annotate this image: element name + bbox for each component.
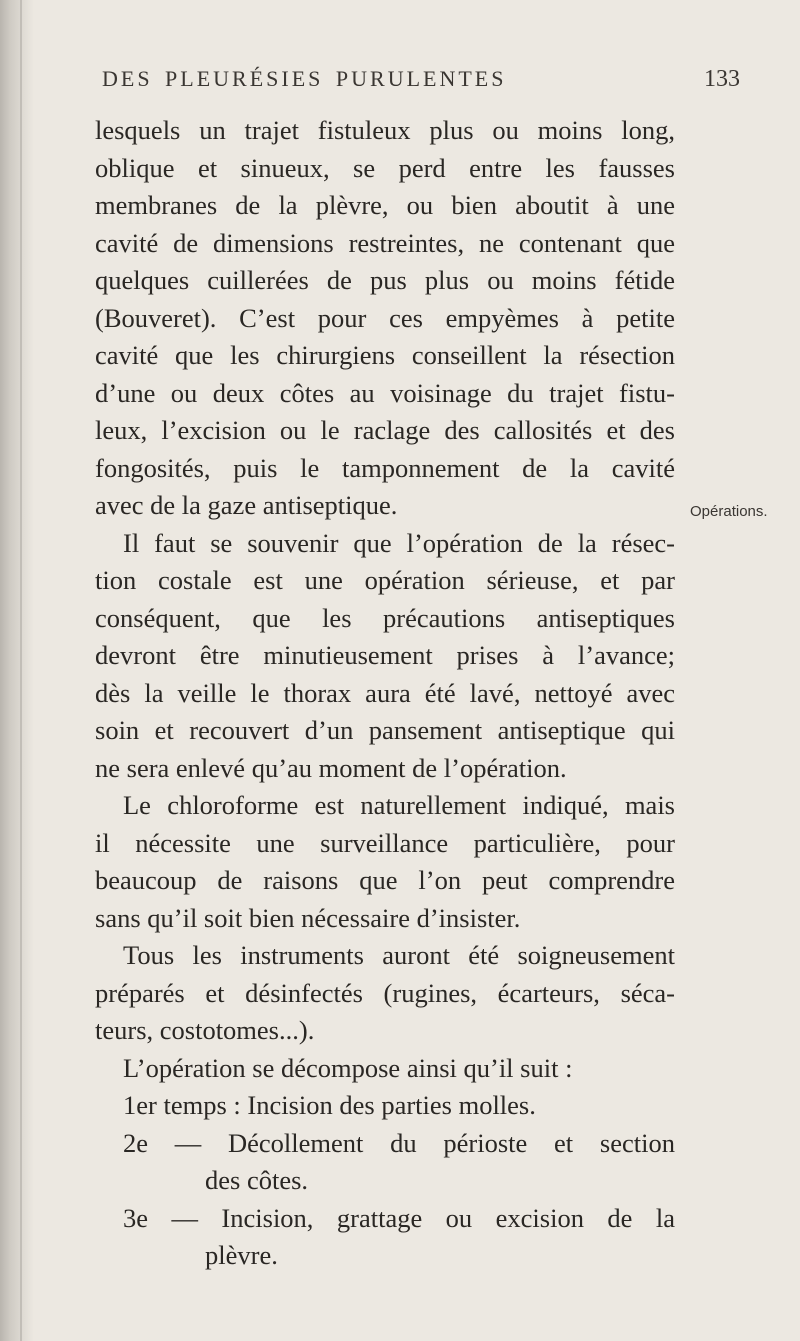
text-line: sans qu’il soit bien nécessaire d’insister. xyxy=(95,902,521,933)
page-gutter-shadow xyxy=(0,0,34,1341)
text-line: avec de la gaze antiseptique. xyxy=(95,490,398,520)
text-line: beaucoup de raisons que l’on peut comprendre xyxy=(95,865,675,895)
text-line: 1er temps : Incision des parties molles. xyxy=(123,1090,536,1120)
page-number: 133 xyxy=(704,66,740,92)
text-line: il nécessite une surveillance particulière, pour xyxy=(95,827,675,858)
text-line: lesquels un trajet fistuleux plus ou moins long, xyxy=(95,115,675,145)
text-line: tion costale est une opération sérieuse, et par xyxy=(95,565,675,595)
text-line: plèvre. xyxy=(205,1240,278,1270)
text-line: oblique et sinueux, se perd entre les fausses xyxy=(95,152,675,183)
body-text xyxy=(95,112,675,1275)
text-line: teurs, costotomes...). xyxy=(95,1015,315,1045)
text-line: Il faut se souvenir que l’opération de la résec- xyxy=(123,527,675,558)
text-line: quelques cuillerées de pus plus ou moins fétide xyxy=(95,265,675,295)
running-head: DES PLEURÉSIES PURULENTES xyxy=(102,66,507,91)
margin-note: Opérations. xyxy=(690,503,768,520)
text-line: Tous les instruments auront été soigneusement xyxy=(123,940,675,970)
text-line: leux, l’excision ou le raclage des callosités et des xyxy=(95,415,675,445)
text-line: préparés et désinfectés (rugines, écarteurs, séca- xyxy=(95,977,675,1008)
binding-edge xyxy=(20,0,22,1341)
text-line: devront être minutieusement prises à l’avance; xyxy=(95,640,675,670)
text-line: cavité que les chirurgiens conseillent la résection xyxy=(95,340,675,370)
text-line: L’opération se décompose ainsi qu’il suit : xyxy=(123,1052,573,1083)
text-line: soin et recouvert d’un pansement antiseptique qui xyxy=(95,715,675,745)
text-line: conséquent, que les précautions antiseptiques xyxy=(95,602,675,633)
text-line: des côtes. xyxy=(205,1165,309,1195)
text-line: 2e — Décollement du périoste et section xyxy=(123,1127,675,1158)
text-line: dès la veille le thorax aura été lavé, nettoyé avec xyxy=(95,677,675,708)
text-line: fongosités, puis le tamponnement de la cavité xyxy=(95,452,675,483)
text-line: ne sera enlevé qu’au moment de l’opération. xyxy=(95,752,567,783)
text-line: cavité de dimensions restreintes, ne contenant que xyxy=(95,227,675,258)
text-line: d’une ou deux côtes au voisinage du trajet fistu- xyxy=(95,377,675,408)
text-line: Le chloroforme est naturellement indiqué, mais xyxy=(123,790,675,820)
text-line: (Bouveret). C’est pour ces empyèmes à petite xyxy=(95,302,675,333)
page-header xyxy=(60,60,740,100)
text-line: 3e — Incision, grattage ou excision de la xyxy=(123,1202,675,1233)
text-line: membranes de la plèvre, ou bien aboutit à une xyxy=(95,190,675,220)
